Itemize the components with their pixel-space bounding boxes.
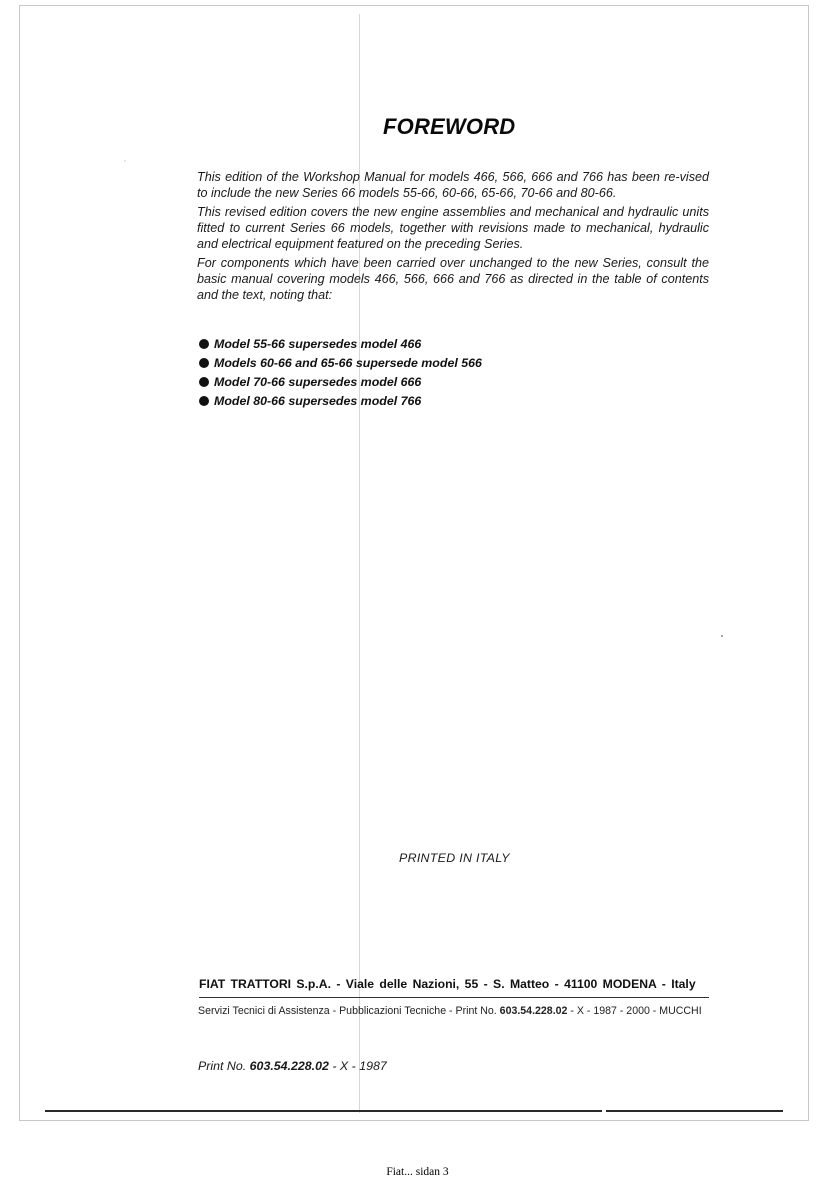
bottom-rule-right — [606, 1110, 783, 1112]
print-number-suffix: - X - 1987 — [328, 1059, 387, 1073]
paragraph-1: This edition of the Workshop Manual for models 466, 566, 666 and 766 has been re-vised to include the new Series 66 models 55-66, 60-66, 65-66, 70-66 and 80-66. — [197, 170, 709, 200]
print-number-line — [198, 1059, 387, 1073]
list-item — [199, 391, 482, 410]
paragraph-3: For components which have been carried over unchanged to the new Series, consult the basic manual covering models 466, 566, 666 and 766 as directed in the table of contents and the text, noting that: — [197, 256, 709, 302]
viewer-page-label: Fiat... sidan 3 — [386, 1166, 449, 1178]
company-address: FIAT TRATTORI S.p.A. - Viale delle Nazioni, 55 - S. Matteo - 41100 MODENA - Italy — [199, 977, 696, 991]
publisher-line — [198, 1005, 702, 1017]
printed-in-note: PRINTED IN ITALY — [399, 851, 510, 865]
list-item — [199, 372, 482, 391]
publisher-suffix: - X - 1987 - 2000 - MUCCHI — [567, 1005, 702, 1017]
bullet-icon — [199, 396, 209, 406]
scan-speck — [124, 160, 126, 162]
list-item-text: Model 70-66 supersedes model 666 — [214, 374, 422, 389]
list-item — [199, 353, 482, 372]
company-divider — [199, 997, 709, 998]
model-supersede-list — [199, 334, 482, 410]
list-item-text: Models 60-66 and 65-66 supersede model 566 — [214, 355, 482, 370]
list-item-text: Model 55-66 supersedes model 466 — [214, 336, 422, 351]
bullet-icon — [199, 339, 209, 349]
scan-speck — [721, 635, 723, 637]
publisher-prefix: Servizi Tecnici di Assistenza - Pubblicazioni Tecniche - Print No. — [198, 1005, 500, 1017]
list-item-text: Model 80-66 supersedes model 766 — [214, 393, 422, 408]
print-number-value: 603.54.228.02 — [249, 1059, 329, 1073]
paragraph-2: This revised edition covers the new engine assemblies and mechanical and hydraulic units fitted to current Series 66 models, together with revisions made to mechanical, hydraulic and electrical equipment featured on the preceding Series. — [197, 205, 709, 251]
print-number-label: Print No. — [198, 1059, 250, 1073]
bullet-icon — [199, 377, 209, 387]
page-title: FOREWORD — [383, 114, 516, 139]
publisher-print-number: 603.54.228.02 — [499, 1005, 568, 1017]
list-item — [199, 334, 482, 353]
bottom-rule-left — [45, 1110, 602, 1112]
foreword-text — [197, 169, 709, 306]
bullet-icon — [199, 358, 209, 368]
